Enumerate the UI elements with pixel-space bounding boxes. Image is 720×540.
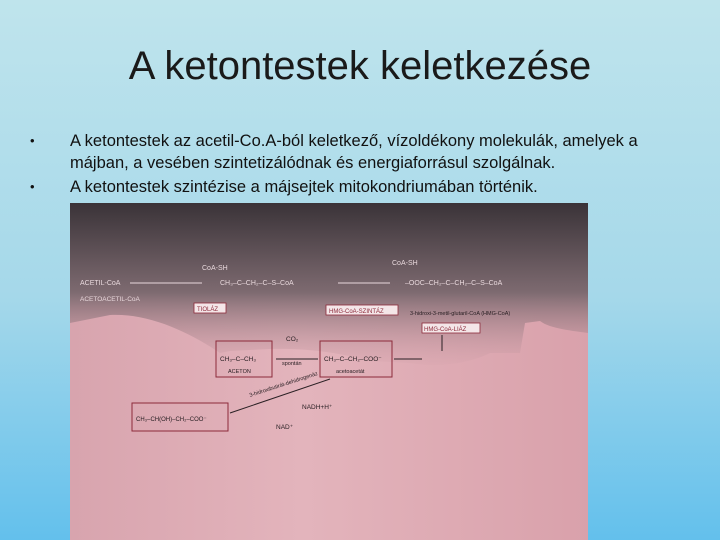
spontan-label: spontán (282, 361, 302, 367)
tiolaz-label: TIOLÁZ (197, 307, 219, 313)
acetoacetat-label: acetoacetát (336, 369, 365, 375)
bullet-text: A ketontestek az acetil-Co.A-ból keletkező, vízoldékony molekulák, amelyek a májban, a vesében szintetizálódnak és energiaforrásul szolgálnak. (70, 132, 638, 172)
acetyl-coa-label: ACETIL-CoA (80, 280, 121, 287)
hydroxybutyrate-formula: CH₃–CH(OH)–CH₂–COO⁻ (136, 417, 207, 423)
hmg-coa-liaz-label: HMG-CoA-LIÁZ (424, 327, 467, 333)
formula-text: CH₃–C–CH₂–C–S–CoA (220, 280, 294, 287)
bullet-dot-icon: • (30, 179, 35, 194)
coa-sh-right-label: CoA-SH (392, 260, 418, 267)
bullet-dot-icon: • (30, 133, 35, 148)
diagram-canvas (70, 203, 588, 540)
ketone-synthesis-diagram (70, 203, 588, 540)
hmg-coa-label: 3-hidroxi-3-metil-glutaril-CoA (HMG-CoA) (410, 311, 511, 317)
bullet-text: A ketontestek szintézise a májsejtek mitokondriumában történik. (70, 178, 538, 196)
nadh-label: NADH+H⁺ (302, 404, 333, 411)
formula-text: –OOC–CH₂–C–CH₂–C–S–CoA (405, 280, 503, 287)
slide-title: A ketontestek keletkezése (128, 44, 592, 88)
nad-label: NAD⁺ (276, 424, 294, 431)
bullet-item (30, 130, 690, 174)
formula-text: CH₃–C–CH₂–COO⁻ (324, 356, 382, 363)
dehydrogenase-label: 3-hidroxibutirát-dehidrogenáz (248, 371, 319, 399)
aceton-label: ACETON (228, 369, 251, 375)
formula-text: CH₃–C–CH₃ (220, 356, 256, 363)
bullet-item (30, 176, 690, 198)
bullet-list (30, 130, 690, 200)
hmg-coa-szintaz-label: HMG-CoA-SZINTÁZ (329, 309, 384, 315)
co2-label: CO₂ (286, 336, 299, 343)
acetoacetyl-coa-label: ACETOACETIL-CoA (80, 296, 140, 303)
coa-sh-top-label: CoA-SH (202, 265, 228, 272)
